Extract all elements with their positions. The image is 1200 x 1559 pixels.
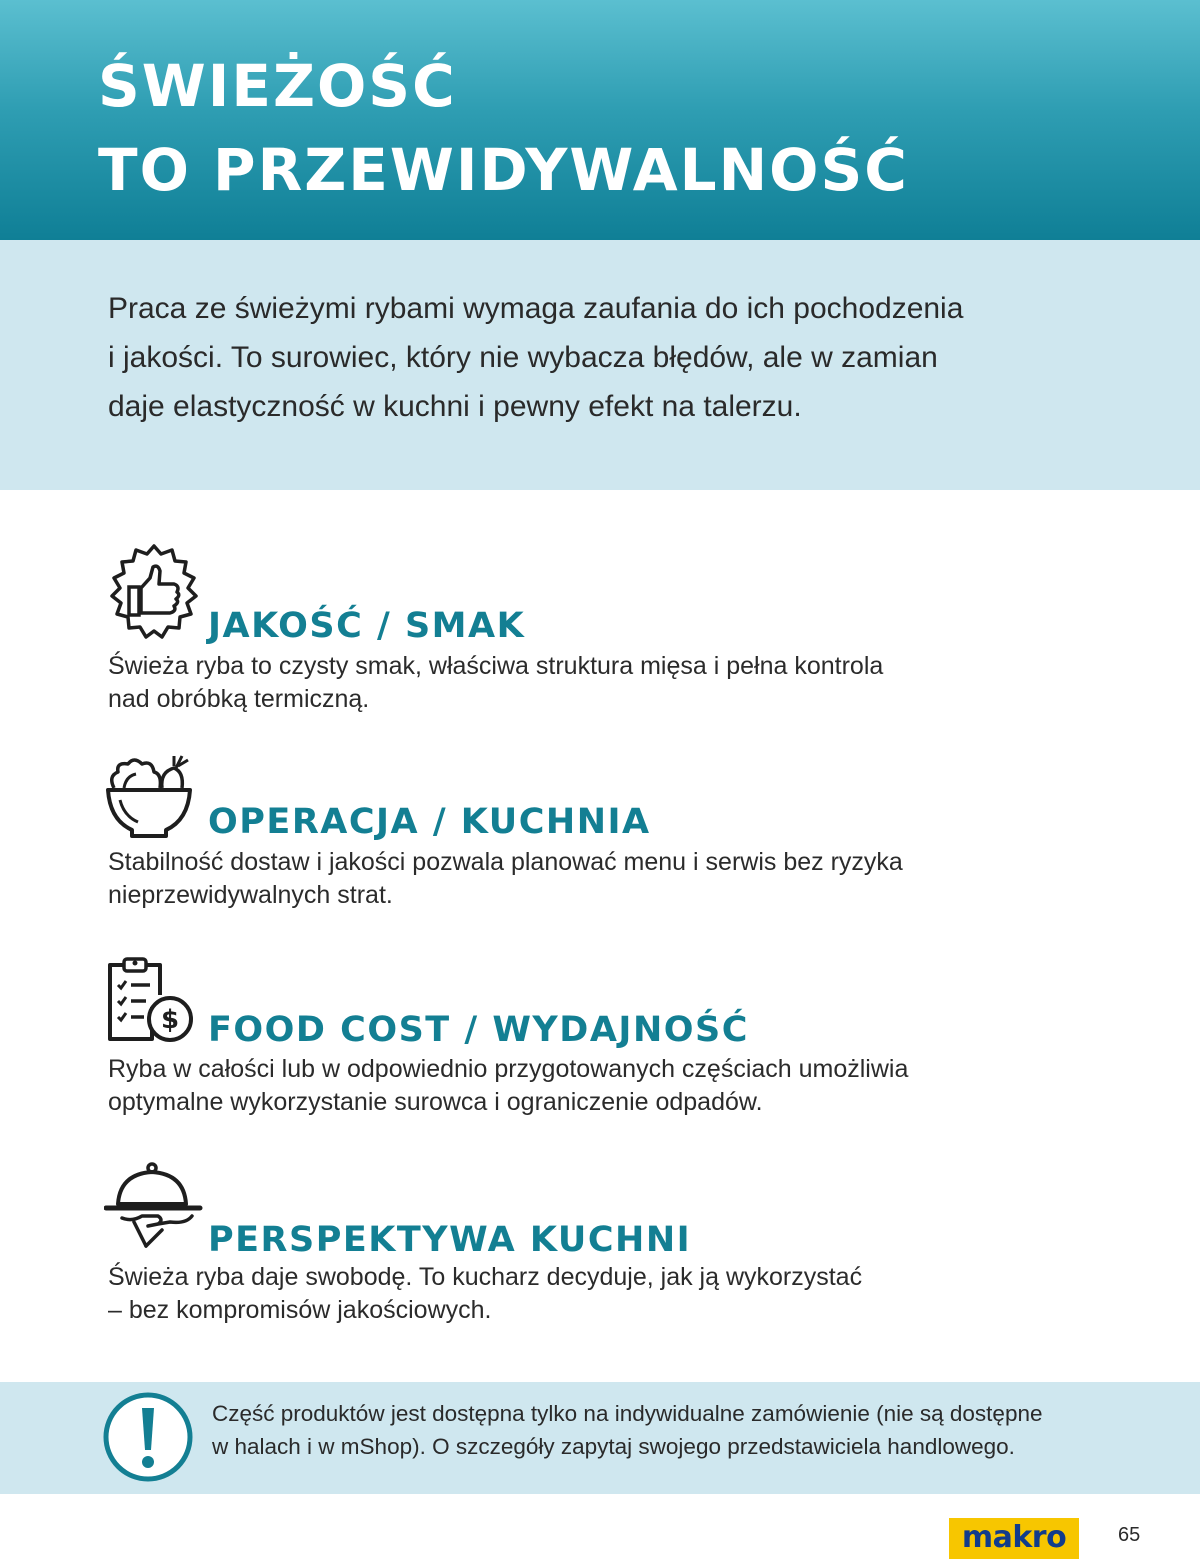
- salad-bowl-icon: [104, 750, 196, 842]
- exclamation-circle-icon: [103, 1392, 193, 1482]
- section-quality-title: JAKOŚĆ / SMAK: [208, 606, 526, 646]
- section-operation-description: [108, 846, 1008, 912]
- page-title-line2: TO PRZEWIDYWALNOŚĆ: [98, 136, 909, 204]
- availability-note-line1: Część produktów jest dostępna tylko na indywidualne zamówienie (nie są dostępne: [212, 1401, 1043, 1426]
- intro-line1: Praca ze świeżymi rybami wymaga zaufania do ich pochodzenia: [108, 292, 964, 325]
- intro-band: [0, 240, 1200, 490]
- section-quality-line2: nad obróbką termiczną.: [108, 685, 370, 713]
- section-food-cost-description: [108, 1053, 1008, 1119]
- availability-note-line2: w halach i w mShop). O szczegóły zapytaj swojego przedstawiciela handlowego.: [212, 1434, 1015, 1459]
- clipboard-dollar-icon: [104, 955, 200, 1045]
- section-operation-title: OPERACJA / KUCHNIA: [208, 802, 651, 842]
- page-title: [98, 44, 909, 212]
- page-title-line1: ŚWIEŻOŚĆ: [98, 52, 457, 120]
- intro-text: [108, 284, 1118, 431]
- makro-logo: [949, 1518, 1079, 1559]
- serving-cloche-icon: [104, 1160, 204, 1256]
- availability-note-text: [212, 1397, 1172, 1463]
- section-quality-line1: Świeża ryba to czysty smak, właściwa struktura mięsa i pełna kontrola: [108, 652, 884, 680]
- section-food-cost-title: FOOD COST / WYDAJNOŚĆ: [208, 1010, 749, 1050]
- page-number: 65: [1118, 1524, 1141, 1546]
- section-food-cost-line1: Ryba w całości lub w odpowiednio przygotowanych częściach umożliwia: [108, 1055, 909, 1083]
- header-banner: [0, 0, 1200, 240]
- thumbs-up-badge-icon: [104, 540, 204, 646]
- section-kitchen-perspective-title: PERSPEKTYWA KUCHNI: [208, 1220, 692, 1260]
- section-food-cost-line2: optymalne wykorzystanie surowca i ograniczenie odpadów.: [108, 1088, 763, 1116]
- section-kitchen-perspective-line2: – bez kompromisów jakościowych.: [108, 1296, 492, 1324]
- section-kitchen-perspective-line1: Świeża ryba daje swobodę. To kucharz decyduje, jak ją wykorzystać: [108, 1263, 863, 1291]
- intro-line3: daje elastyczność w kuchni i pewny efekt na talerzu.: [108, 390, 802, 423]
- section-operation-line2: nieprzewidywalnych strat.: [108, 881, 393, 909]
- svg-text:$: $: [160, 1005, 180, 1035]
- intro-line2: i jakości. To surowiec, który nie wybacza błędów, ale w zamian: [108, 341, 938, 374]
- section-quality-description: [108, 650, 1008, 716]
- section-kitchen-perspective-description: [108, 1261, 1008, 1327]
- availability-note: [0, 1382, 1200, 1494]
- makro-logo-text: makro: [961, 1520, 1067, 1555]
- section-operation-line1: Stabilność dostaw i jakości pozwala planować menu i serwis bez ryzyka: [108, 848, 903, 876]
